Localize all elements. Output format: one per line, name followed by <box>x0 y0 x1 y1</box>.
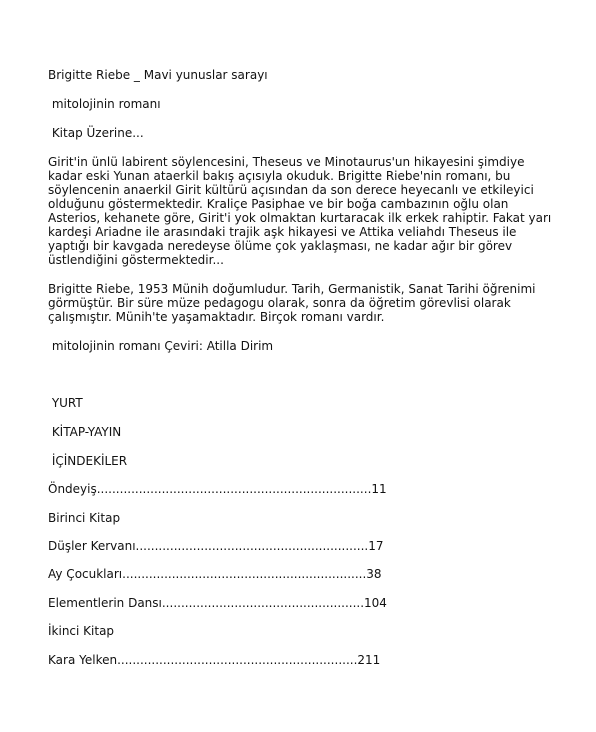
about-paragraph: Girit'in ünlü labirent söylencesini, Theseus ve Minotaurus'un hikayesini şimdiye kadar eski Yunan ataerkil bakış açısıyla okuduk. Brigitte Riebe'nin romanı, bu söylencenin anaerkil Girit kültürü açısından da son derece heyecanlı ve etkileyici olduğunu göstermektedir. Kraliçe Pasiphae ve bir boğa cambazının oğlu olan Asterios, kehanete göre, Girit'i yok olmaktan kurtaracak ilk erkek rahiptir. Fakat yarı kardeşi Ariadne ile arasındaki trajik aşk hikayesi ve Attika veliahdı Theseus ile yaptığı bir kavgada neredeyse ölüme çok yaklaşması, ne kadar ağır bir görev üstlendiğini göstermektedir... <box>48 155 552 267</box>
translator-line: mitolojinin romanı Çeviri: Atilla Dirim <box>48 339 274 353</box>
publisher-line-kitap-yayin: KİTAP-YAYIN <box>48 425 122 439</box>
toc-entry: Öndeyiş........................................................................11 <box>48 482 387 496</box>
publisher-line-yurt: YURT <box>48 396 83 410</box>
toc-entry: Düşler Kervanı.............................................................17 <box>48 539 384 553</box>
toc-part-heading: İkinci Kitap <box>48 624 115 638</box>
toc-part-heading: Birinci Kitap <box>48 511 121 525</box>
book-subtitle-line: mitolojinin romanı <box>48 97 161 111</box>
contents-heading: İÇİNDEKİLER <box>48 454 128 468</box>
author-paragraph: Brigitte Riebe, 1953 Münih doğumludur. Tarih, Germanistik, Sanat Tarihi öğrenimi görmüştür. Bir süre müze pedagogu olarak, sonra da öğretim görevlisi olarak çalışmıştır. Münih'te yaşamaktadır. Birçok romanı vardır. <box>48 282 536 324</box>
book-title-line: Brigitte Riebe _ Mavi yunuslar sarayı <box>48 68 268 82</box>
toc-entry: Kara Yelken...............................................................211 <box>48 653 381 667</box>
toc-entry: Ay Çocukları................................................................38 <box>48 567 382 581</box>
about-heading: Kitap Üzerine... <box>48 126 144 140</box>
toc-entry: Elementlerin Dansı.....................................................104 <box>48 596 387 610</box>
